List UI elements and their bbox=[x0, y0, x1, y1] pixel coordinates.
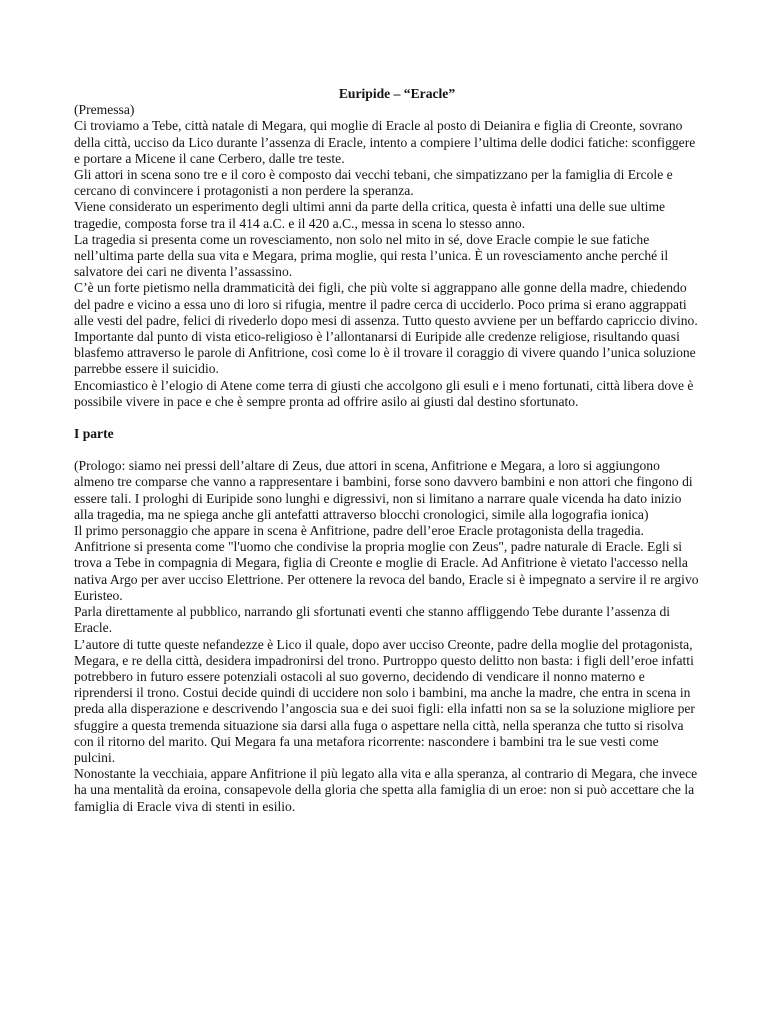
paragraph: (Prologo: siamo nei pressi dell’altare di Zeus, due attori in scena, Anfitrione e Megara, a loro si aggiungono almeno tre comparse che vanno a rappresentare i bambini, forse sono davvero bambini e non attori che fingono di essere tali. I prologhi di Euripide sono lunghi e digressivi, non si limitano a narrare quale vicenda ha dato inizio alla tragedia, ma ne spiega anche gli antefatti attraverso blocchi cronologici, simile alla logografia ionica) bbox=[74, 458, 693, 522]
section-heading: I parte bbox=[74, 426, 114, 442]
document-title: Euripide – “Eracle” bbox=[338, 86, 456, 101]
intro-label: (Premessa) bbox=[74, 102, 135, 118]
paragraph: La tragedia si presenta come un rovesciamento, non solo nel mito in sé, dove Eracle compie le sue fatiche nell’ultima parte della sua vita e Megara, prima moglie, qui resta l’unica. È un rovesciamento anche perché il salvatore dei cari ne diventa l’assassino. bbox=[74, 231, 669, 280]
paragraph: Parla direttamente al pubblico, narrando gli sfortunati eventi che stanno affliggendo Tebe durante l’assenza di Eracle. bbox=[74, 604, 671, 636]
paragraph: Ci troviamo a Tebe, città natale di Megara, qui moglie di Eracle al posto di Deianira e figlia di Creonte, sovrano della città, ucciso da Lico durante l’assenza di Eracle, intento a compiere l’ultima delle dodici fatiche: sconfiggere e portare a Micene il cane Cerbero, dalle tre teste. bbox=[74, 118, 696, 166]
paragraph: C’è un forte pietismo nella drammaticità dei figli, che più volte si aggrappano alle gonne della madre, chiedendo del padre e vicino a essa uno di loro si rifugia, mentre il padre cerca di ucciderlo. Poco prima si erano aggrappati alle vesti del padre, felici di rivederlo dopo mesi di assenza. Tutto questo avviene per un beffardo capriccio divino. bbox=[74, 280, 698, 328]
paragraph: Encomiastico è l’elogio di Atene come terra di giusti che accolgono gli esuli e i meno fortunati, città libera dove è possibile vivere in pace e che è sempre pronta ad offrire asilo ai giusti dal destino sfortunato. bbox=[74, 377, 694, 409]
document-body bbox=[74, 86, 700, 815]
paragraph: Viene considerato un esperimento degli ultimi anni da parte della critica, questa è infatti una delle sue ultime tragedie, composta forse tra il 414 a.C. e il 420 a.C., messa in scena lo stesso anno. bbox=[74, 199, 666, 231]
paragraph: Importante dal punto di vista etico-religioso è l’allontanarsi di Euripide alle credenze religiose, risultando quasi blasfemo attraverso le parole di Anfitrione, così come lo è il trovare il coraggio di vivere quando l’unica soluzione parrebbe essere il suicidio. bbox=[74, 329, 696, 377]
paragraph: Nonostante la vecchiaia, appare Anfitrione il più legato alla vita e alla speranza, al contrario di Megara, che invece ha una mentalità da eroina, consapevole della gloria che spetta alla famiglia di un eroe: non si può accettare che la famiglia di Eracle viva di stenti in esilio. bbox=[74, 766, 698, 814]
paragraph: Gli attori in scena sono tre e il coro è composto dai vecchi tebani, che simpatizzano per la famiglia di Ercole e cercano di convincere i protagonisti a non perdere la speranza. bbox=[74, 167, 673, 199]
paragraph: Il primo personaggio che appare in scena è Anfitrione, padre dell’eroe Eracle protagonista della tragedia. Anfitrione si presenta come "l'uomo che condivise la propria moglie con Zeus", padre naturale di Eracle. Egli si trova a Tebe in compagnia di Megara, figlia di Creonte e moglie di Eracle. Ad Anfitrione è vietato l'accesso nella nativa Argo per aver ucciso Elettrione. Per ottenere la revoca del bando, Eracle si è impegnato a servire il re argivo Euristeo. bbox=[74, 523, 699, 603]
paragraph: L’autore di tutte queste nefandezze è Lico il quale, dopo aver ucciso Creonte, padre della moglie del protagonista, Megara, e re della città, desidera impadronirsi del trono. Purtroppo questo delitto non basta: i figli dell’eroe infatti potrebbero in futuro essere potenziali ostacoli al suo governo, decidendo di vendicare il nonno materno e riprendersi il trono. Costui decide quindi di uccidere non solo i bambini, ma anche la madre, che entra in scena in preda alla disperazione e descrivendo l’angoscia sua e dei suoi figli: ella infatti non sa se la soluzione migliore per sfuggire a questa tremenda situazione sia darsi alla fuga o aspettare nella città, nella speranza che tutto si risolva con il ritorno del marito. Qui Megara fa una metafora ricorrente: nascondere i bambini tra le sue vesti come pulcini. bbox=[74, 636, 695, 765]
